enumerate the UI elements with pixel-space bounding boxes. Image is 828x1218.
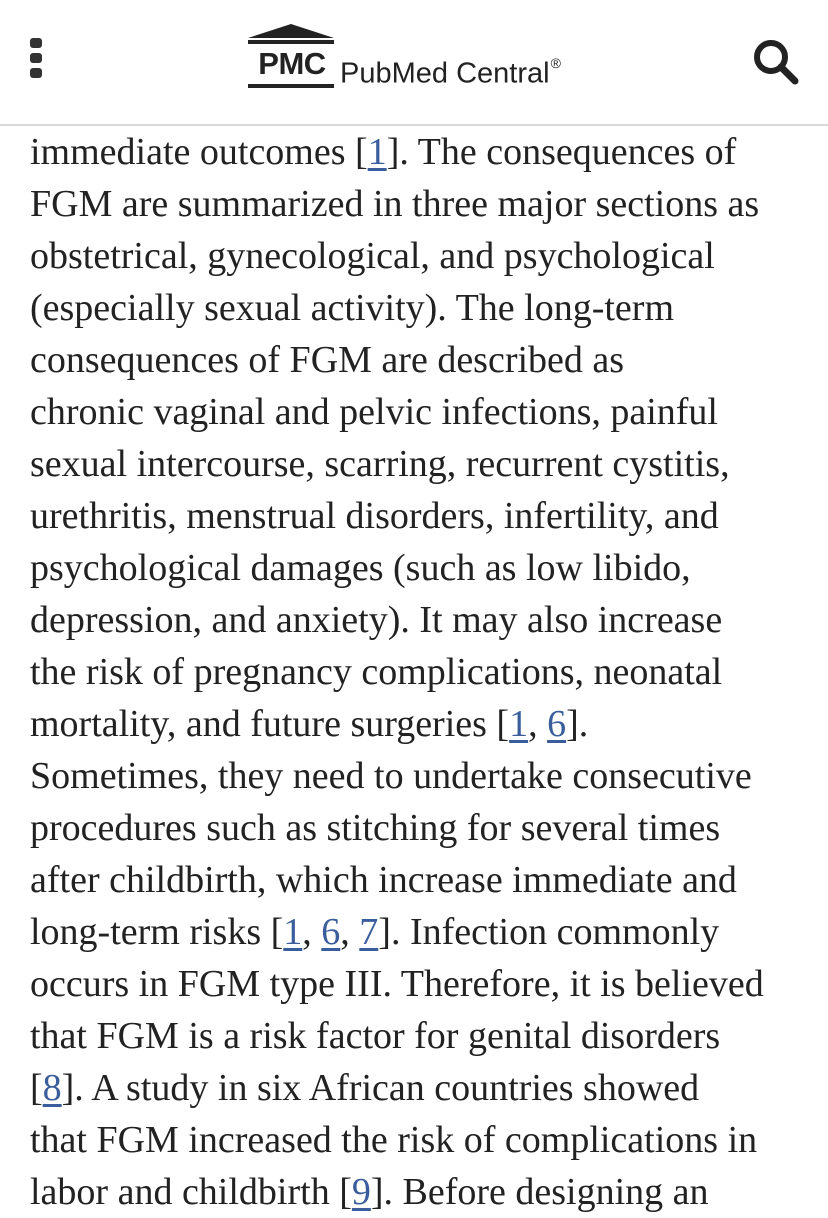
article-line <box>30 594 810 646</box>
text-segment: occurs in FGM type III. Therefore, it is believed <box>30 963 764 1005</box>
pmc-logo-mark <box>248 24 334 90</box>
pmc-logo-text <box>340 49 561 92</box>
text-segment: obstetrical, gynecological, and psychological <box>30 235 715 277</box>
text-segment: ]. <box>566 703 589 745</box>
text-segment: depression, and anxiety). It may also increase <box>30 599 723 641</box>
article-line <box>30 542 810 594</box>
article-line <box>30 490 810 542</box>
article-line <box>30 1010 810 1062</box>
text-segment: [ <box>30 1067 43 1109</box>
article-line <box>30 334 810 386</box>
reference-link-9[interactable]: 9 <box>351 1171 371 1213</box>
article-line <box>30 854 810 906</box>
reference-link-6[interactable]: 6 <box>547 703 567 745</box>
text-segment: ]. The consequences of <box>386 131 737 173</box>
text-segment: labor and childbirth [ <box>30 1171 352 1213</box>
reference-link-6[interactable]: 6 <box>321 911 341 953</box>
text-segment: (especially sexual activity). The long-term <box>30 287 675 329</box>
trademark-symbol: ® <box>550 55 561 71</box>
text-segment: , <box>528 703 548 745</box>
article-body-text <box>30 126 810 1218</box>
vertical-dots-menu-icon[interactable] <box>24 36 48 80</box>
text-segment: that FGM increased the risk of complications in <box>30 1119 758 1161</box>
text-segment: , <box>340 911 360 953</box>
article-line <box>30 802 810 854</box>
reference-link-1[interactable]: 1 <box>283 911 303 953</box>
article-line <box>30 646 810 698</box>
text-segment: psychological damages (such as low libido, <box>30 547 691 589</box>
text-segment: long-term risks [ <box>30 911 284 953</box>
article-line <box>30 1062 810 1114</box>
article-line <box>30 386 810 438</box>
text-segment: FGM are summarized in three major sections as <box>30 183 760 225</box>
text-segment: that FGM is a risk factor for genital disorders <box>30 1015 721 1057</box>
text-segment: , <box>302 911 322 953</box>
article-line <box>30 438 810 490</box>
text-segment: the risk of pregnancy complications, neonatal <box>30 651 723 693</box>
text-segment: consequences of FGM are described as <box>30 339 625 381</box>
pmc-logo[interactable] <box>248 24 588 90</box>
pmc-logo-mark-text: PMC <box>258 46 326 81</box>
text-segment: immediate outcomes [ <box>30 131 368 173</box>
top-navigation-bar <box>0 0 828 126</box>
pmc-logo-name: PubMed Central <box>340 57 550 90</box>
article-line <box>30 178 810 230</box>
text-segment: after childbirth, which increase immediate and <box>30 859 737 901</box>
text-segment: ]. Infection commonly <box>378 911 720 953</box>
article-line <box>30 958 810 1010</box>
search-icon[interactable] <box>752 38 800 86</box>
text-segment: mortality, and future surgeries [ <box>30 703 510 745</box>
text-segment: ]. A study in six African countries showed <box>61 1067 700 1109</box>
article-line <box>30 282 810 334</box>
text-segment: Sometimes, they need to undertake consecutive <box>30 755 752 797</box>
reference-link-8[interactable]: 8 <box>42 1067 62 1109</box>
text-segment: urethritis, menstrual disorders, infertility, and <box>30 495 719 537</box>
article-line <box>30 906 810 958</box>
article-line <box>30 698 810 750</box>
article-line <box>30 750 810 802</box>
reference-link-7[interactable]: 7 <box>359 911 379 953</box>
text-segment: procedures such as stitching for several times <box>30 807 721 849</box>
text-segment: ]. Before designing an <box>370 1171 709 1213</box>
text-segment: sexual intercourse, scarring, recurrent cystitis, <box>30 443 730 485</box>
article-line <box>30 126 810 178</box>
article-line <box>30 1114 810 1166</box>
reference-link-1[interactable]: 1 <box>509 703 529 745</box>
article-line <box>30 230 810 282</box>
article-line <box>30 1166 810 1218</box>
reference-link-1[interactable]: 1 <box>367 131 387 173</box>
text-segment: chronic vaginal and pelvic infections, painful <box>30 391 718 433</box>
